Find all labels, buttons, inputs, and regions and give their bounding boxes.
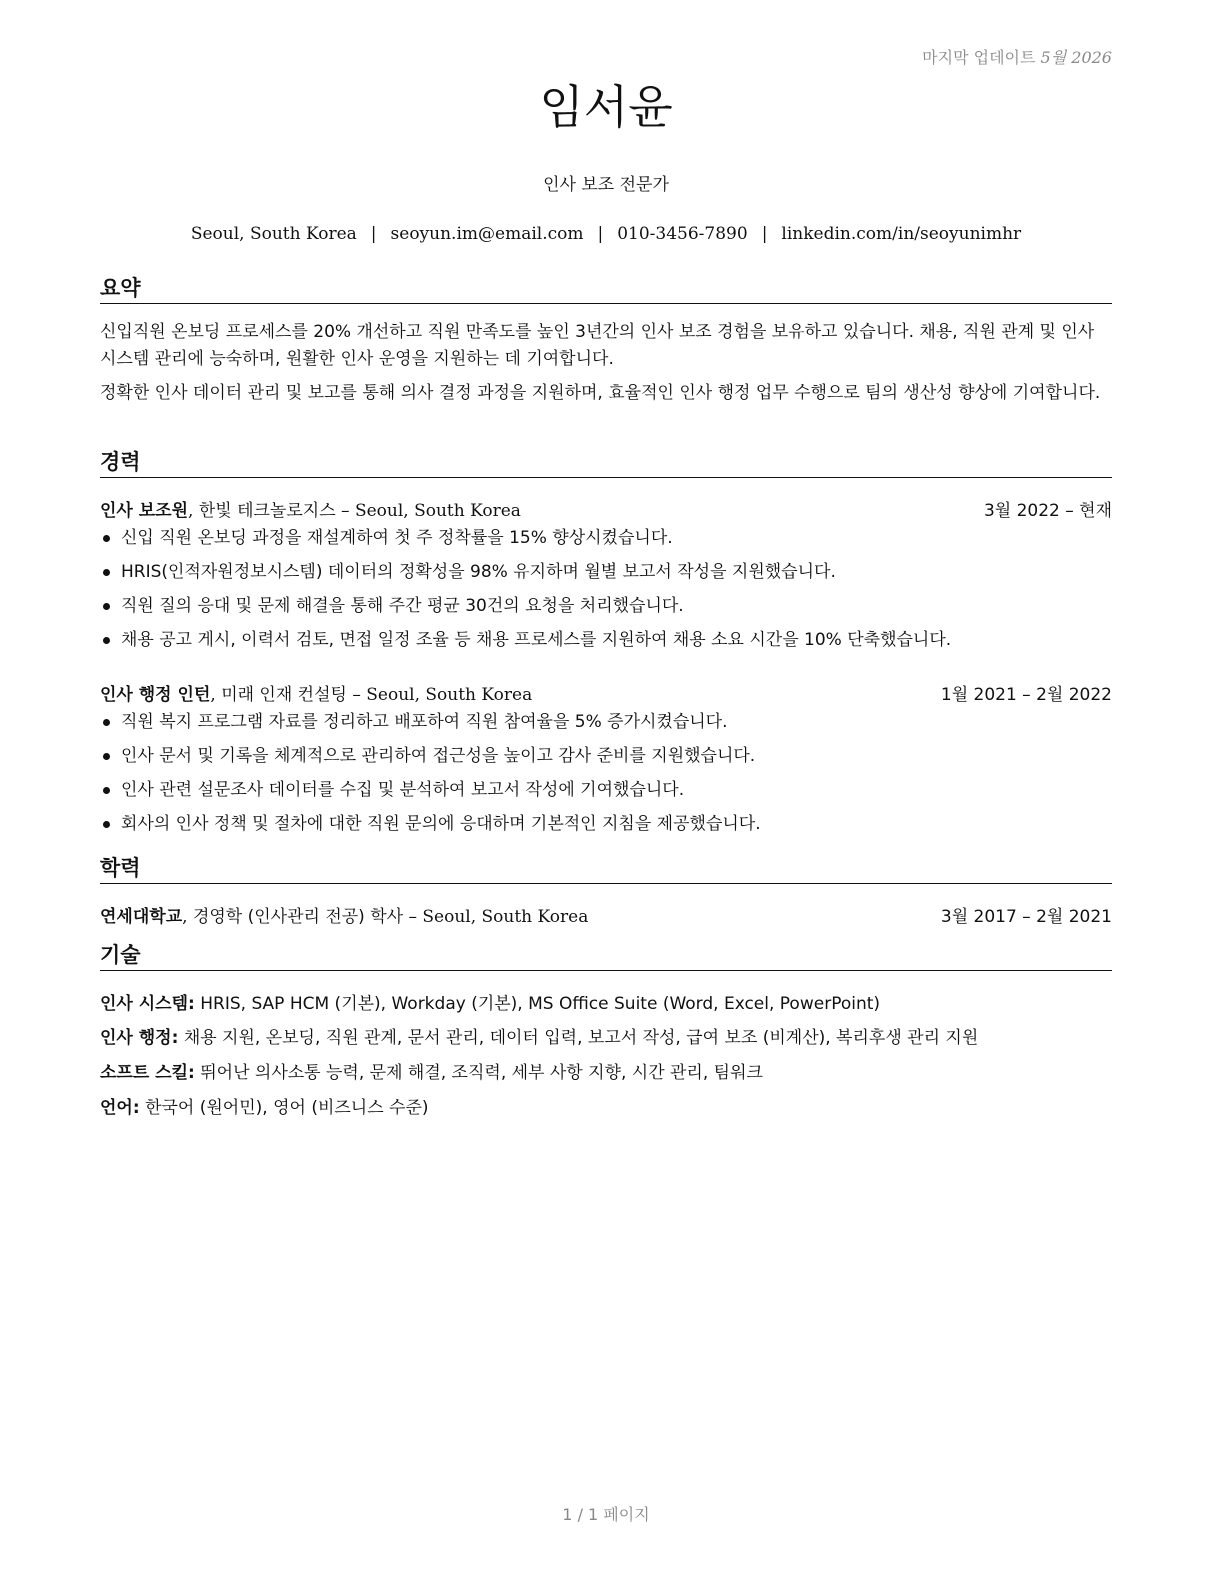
education-school: 연세대학교 bbox=[100, 907, 183, 927]
contact-phone: 010-3456-7890 bbox=[617, 224, 748, 244]
job-bullets bbox=[100, 710, 1112, 846]
skill-row bbox=[100, 989, 1112, 1014]
skill-label: 인사 시스템: bbox=[100, 994, 195, 1014]
job-info: 인사 행정 인턴, 미래 인재 컨설팅 – Seoul, South Korea bbox=[100, 685, 533, 705]
job-dates: 3월 2022 – 현재 bbox=[983, 501, 1112, 521]
job-role: 인사 행정 인턴 bbox=[100, 685, 211, 705]
contact-email[interactable]: seoyun.im@email.com bbox=[390, 224, 584, 244]
education-dates: 3월 2017 – 2월 2021 bbox=[940, 907, 1112, 927]
job-header bbox=[100, 496, 1112, 521]
list-item: 직원 질의 응대 및 문제 해결을 통해 주간 평균 30건의 요청을 처리했습니다. bbox=[100, 594, 1112, 628]
skill-row bbox=[100, 1023, 1112, 1048]
skill-value: 한국어 (원어민), 영어 (비즈니스 수준) bbox=[145, 1098, 429, 1118]
skill-label: 언어: bbox=[100, 1098, 140, 1118]
section-heading-skills: 기술 bbox=[100, 943, 1112, 971]
skill-value: 채용 지원, 온보딩, 직원 관계, 문서 관리, 데이터 입력, 보고서 작성, 급여 보조 (비계산), 복리후생 관리 지원 bbox=[183, 1028, 979, 1048]
job-location: Seoul, South Korea bbox=[366, 685, 533, 705]
resume-page bbox=[100, 0, 1112, 1584]
education-entry bbox=[100, 902, 1112, 927]
list-item: 채용 공고 게시, 이력서 검토, 면접 일정 조율 등 채용 프로세스를 지원하여 채용 소요 시간을 10% 단축했습니다. bbox=[100, 628, 1112, 662]
skill-label: 소프트 스킬: bbox=[100, 1063, 195, 1083]
job-role: 인사 보조원 bbox=[100, 501, 189, 521]
job-bullets bbox=[100, 526, 1112, 662]
last-updated-date: 5월 2026 bbox=[1040, 48, 1112, 67]
candidate-name: 임서윤 bbox=[539, 80, 673, 134]
job-dates: 1월 2021 – 2월 2022 bbox=[940, 685, 1112, 705]
education-location: Seoul, South Korea bbox=[422, 907, 589, 927]
list-item: 신입 직원 온보딩 과정을 재설계하여 첫 주 정착률을 15% 향상시켰습니다. bbox=[100, 526, 1112, 560]
contact-separator: | bbox=[761, 224, 768, 244]
contact-linkedin[interactable]: linkedin.com/in/seoyunimhr bbox=[781, 224, 1022, 244]
section-heading-education: 학력 bbox=[100, 856, 1112, 884]
contact-line bbox=[100, 224, 1112, 244]
section-heading-summary: 요약 bbox=[100, 276, 1112, 304]
skill-value: HRIS, SAP HCM (기본), Workday (기본), MS Office Suite (Word, Excel, PowerPoint) bbox=[200, 994, 881, 1014]
skill-value: 뛰어난 의사소통 능력, 문제 해결, 조직력, 세부 사항 지향, 시간 관리, 팀워크 bbox=[200, 1063, 763, 1083]
page-indicator: 1 / 1 페이지 bbox=[562, 1505, 650, 1524]
job-company: 미래 인재 컨설팅 bbox=[221, 685, 347, 705]
candidate-title: 인사 보조 전문가 bbox=[543, 175, 669, 195]
education-info: 연세대학교, 경영학 (인사관리 전공) 학사 – Seoul, South Korea bbox=[100, 907, 589, 927]
section-heading-experience: 경력 bbox=[100, 450, 1112, 478]
list-item: 회사의 인사 정책 및 절차에 대한 직원 문의에 응대하며 기본적인 지침을 제공했습니다. bbox=[100, 812, 1112, 846]
job-info: 인사 보조원, 한빛 테크놀로지스 – Seoul, South Korea bbox=[100, 501, 521, 521]
list-item: 인사 관련 설문조사 데이터를 수집 및 분석하여 보고서 작성에 기여했습니다. bbox=[100, 778, 1112, 812]
list-item: 직원 복지 프로그램 자료를 정리하고 배포하여 직원 참여율을 5% 증가시켰습니다. bbox=[100, 710, 1112, 744]
last-updated-label: 마지막 업데이트 bbox=[922, 48, 1036, 67]
contact-location: Seoul, South Korea bbox=[190, 224, 357, 244]
contact-separator: | bbox=[597, 224, 604, 244]
skill-label: 인사 행정: bbox=[100, 1028, 179, 1048]
job-header bbox=[100, 680, 1112, 705]
skill-row bbox=[100, 1093, 1112, 1118]
skill-row bbox=[100, 1058, 1112, 1083]
summary-paragraph: 정확한 인사 데이터 관리 및 보고를 통해 의사 결정 과정을 지원하며, 효율적인 인사 행정 업무 수행으로 팀의 생산성 향상에 기여합니다. bbox=[100, 383, 1101, 403]
last-updated bbox=[922, 45, 1112, 68]
education-degree: 경영학 (인사관리 전공) 학사 bbox=[192, 907, 404, 927]
summary-paragraph: 신입직원 온보딩 프로세스를 20% 개선하고 직원 만족도를 높인 3년간의 인사 보조 경험을 보유하고 있습니다. 채용, 직원 관계 및 인사 시스템 관리에 능숙하며, 원활한 인사 운영을 지원하는 데 기여합니다. bbox=[100, 322, 1095, 369]
contact-separator: | bbox=[370, 224, 377, 244]
job-location: Seoul, South Korea bbox=[354, 501, 521, 521]
job-company: 한빛 테크놀로지스 bbox=[198, 501, 336, 521]
list-item: HRIS(인적자원정보시스템) 데이터의 정확성을 98% 유지하며 월별 보고서 작성을 지원했습니다. bbox=[100, 560, 1112, 594]
list-item: 인사 문서 및 기록을 체계적으로 관리하여 접근성을 높이고 감사 준비를 지원했습니다. bbox=[100, 744, 1112, 778]
